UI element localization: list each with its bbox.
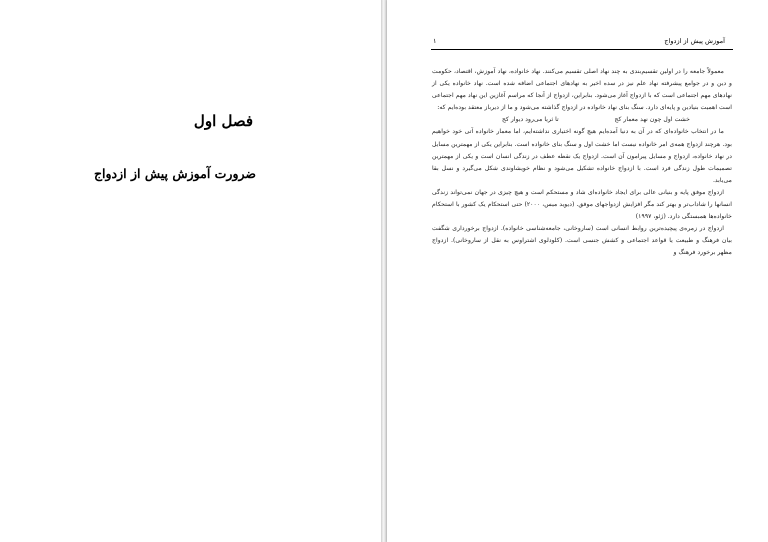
paragraph: ما در انتخاب خانواده‌ای که در آن به دنیا آمده‌ایم هیچ گونه اختیاری نداشته‌ایم، اما معمار خانواده آتی خود خواهیم بود. هرچند ازدواج همه‌ی امر خانواده نیست اما خشت اول و سنگ بنای خانواده است. بنابراین یکی از مهمترین مسایل در نهاد خانواده، ازدواج و مسایل پیرامون آن است. ازدواج یک نقطه عطف در زندگی انسان است و یکی از مهمترین تصمیمات طول زندگی فرد است. با ازدواج خانواده تشکیل می‌شود و نظام خویشاوندی شکل می‌گیرد و نسل بقا می‌یابد. xyxy=(432,128,732,184)
paragraph: ازدواج در زمره‌ی پیچیده‌ترین روابط انسانی است (ساروخانی، جامعه‌شناسی خانواده). ازدواج برخورداری شگفت بیان فرهنگ و طبیعت یا قواعد اجتماعی و کشش جنسی است. (کلودلوی اشتراوس به نقل از ساروخانی). ازدواج مظهر برخورد فرهنگ و xyxy=(432,225,732,257)
page-number: ۱ xyxy=(433,37,437,45)
body-text xyxy=(432,66,732,260)
hemistich-second: تا ثریا می‌رود دیوار کج xyxy=(502,116,559,124)
running-title: آموزش پیش از ازدواج xyxy=(664,37,725,45)
poem-couplet xyxy=(432,114,732,126)
hemistich-first: خشت اول چون نهد معمار کج xyxy=(614,116,690,124)
chapter-title: ضرورت آموزش پیش از ازدواج xyxy=(93,166,256,181)
right-page xyxy=(387,0,768,542)
paragraph: معمولاً جامعه را در اولین تقسیم‌بندی به چند نهاد اصلی تقسیم می‌کنند. نهاد خانواده، نهاد آموزش، اقتصاد، حکومت و دین و در جوامع پیشرفته نهاد علم نیز در سده اخیر به نهادهای اجتماعی اضافه شده است. نهاد خانواده یکی از نهادهای مهم اجتماعی است که با ازدواج آغاز می‌شود. بنابراین، ازدواج از آنجا که مراسم آغازین این نهاد مهم اجتماعی است اهمیت بنیادین و پایه‌ای دارد. سنگ بنای نهاد خانواده در ازدواج گذاشته می‌شود و ما از دیرباز معتقد بوده‌ایم که: xyxy=(432,68,732,112)
chapter-label: فصل اول xyxy=(193,112,253,130)
left-page xyxy=(0,0,381,542)
running-header xyxy=(431,37,733,50)
paragraph: ازدواج موفق پایه و بنیانی عالی برای ایجاد خانواده‌ای شاد و مستحکم است و هیچ چیزی در جهان نمی‌تواند زندگی انسانها را شاداب‌تر و بهتر کند مگر افزایش ازدواجهای موفق. (دیوید میس، ۲۰۰۰) حتی استحکام یک کشور با استحکام خانواده‌ها همبستگی دارد. (ژئو، ۱۹۹۷) xyxy=(432,188,732,221)
